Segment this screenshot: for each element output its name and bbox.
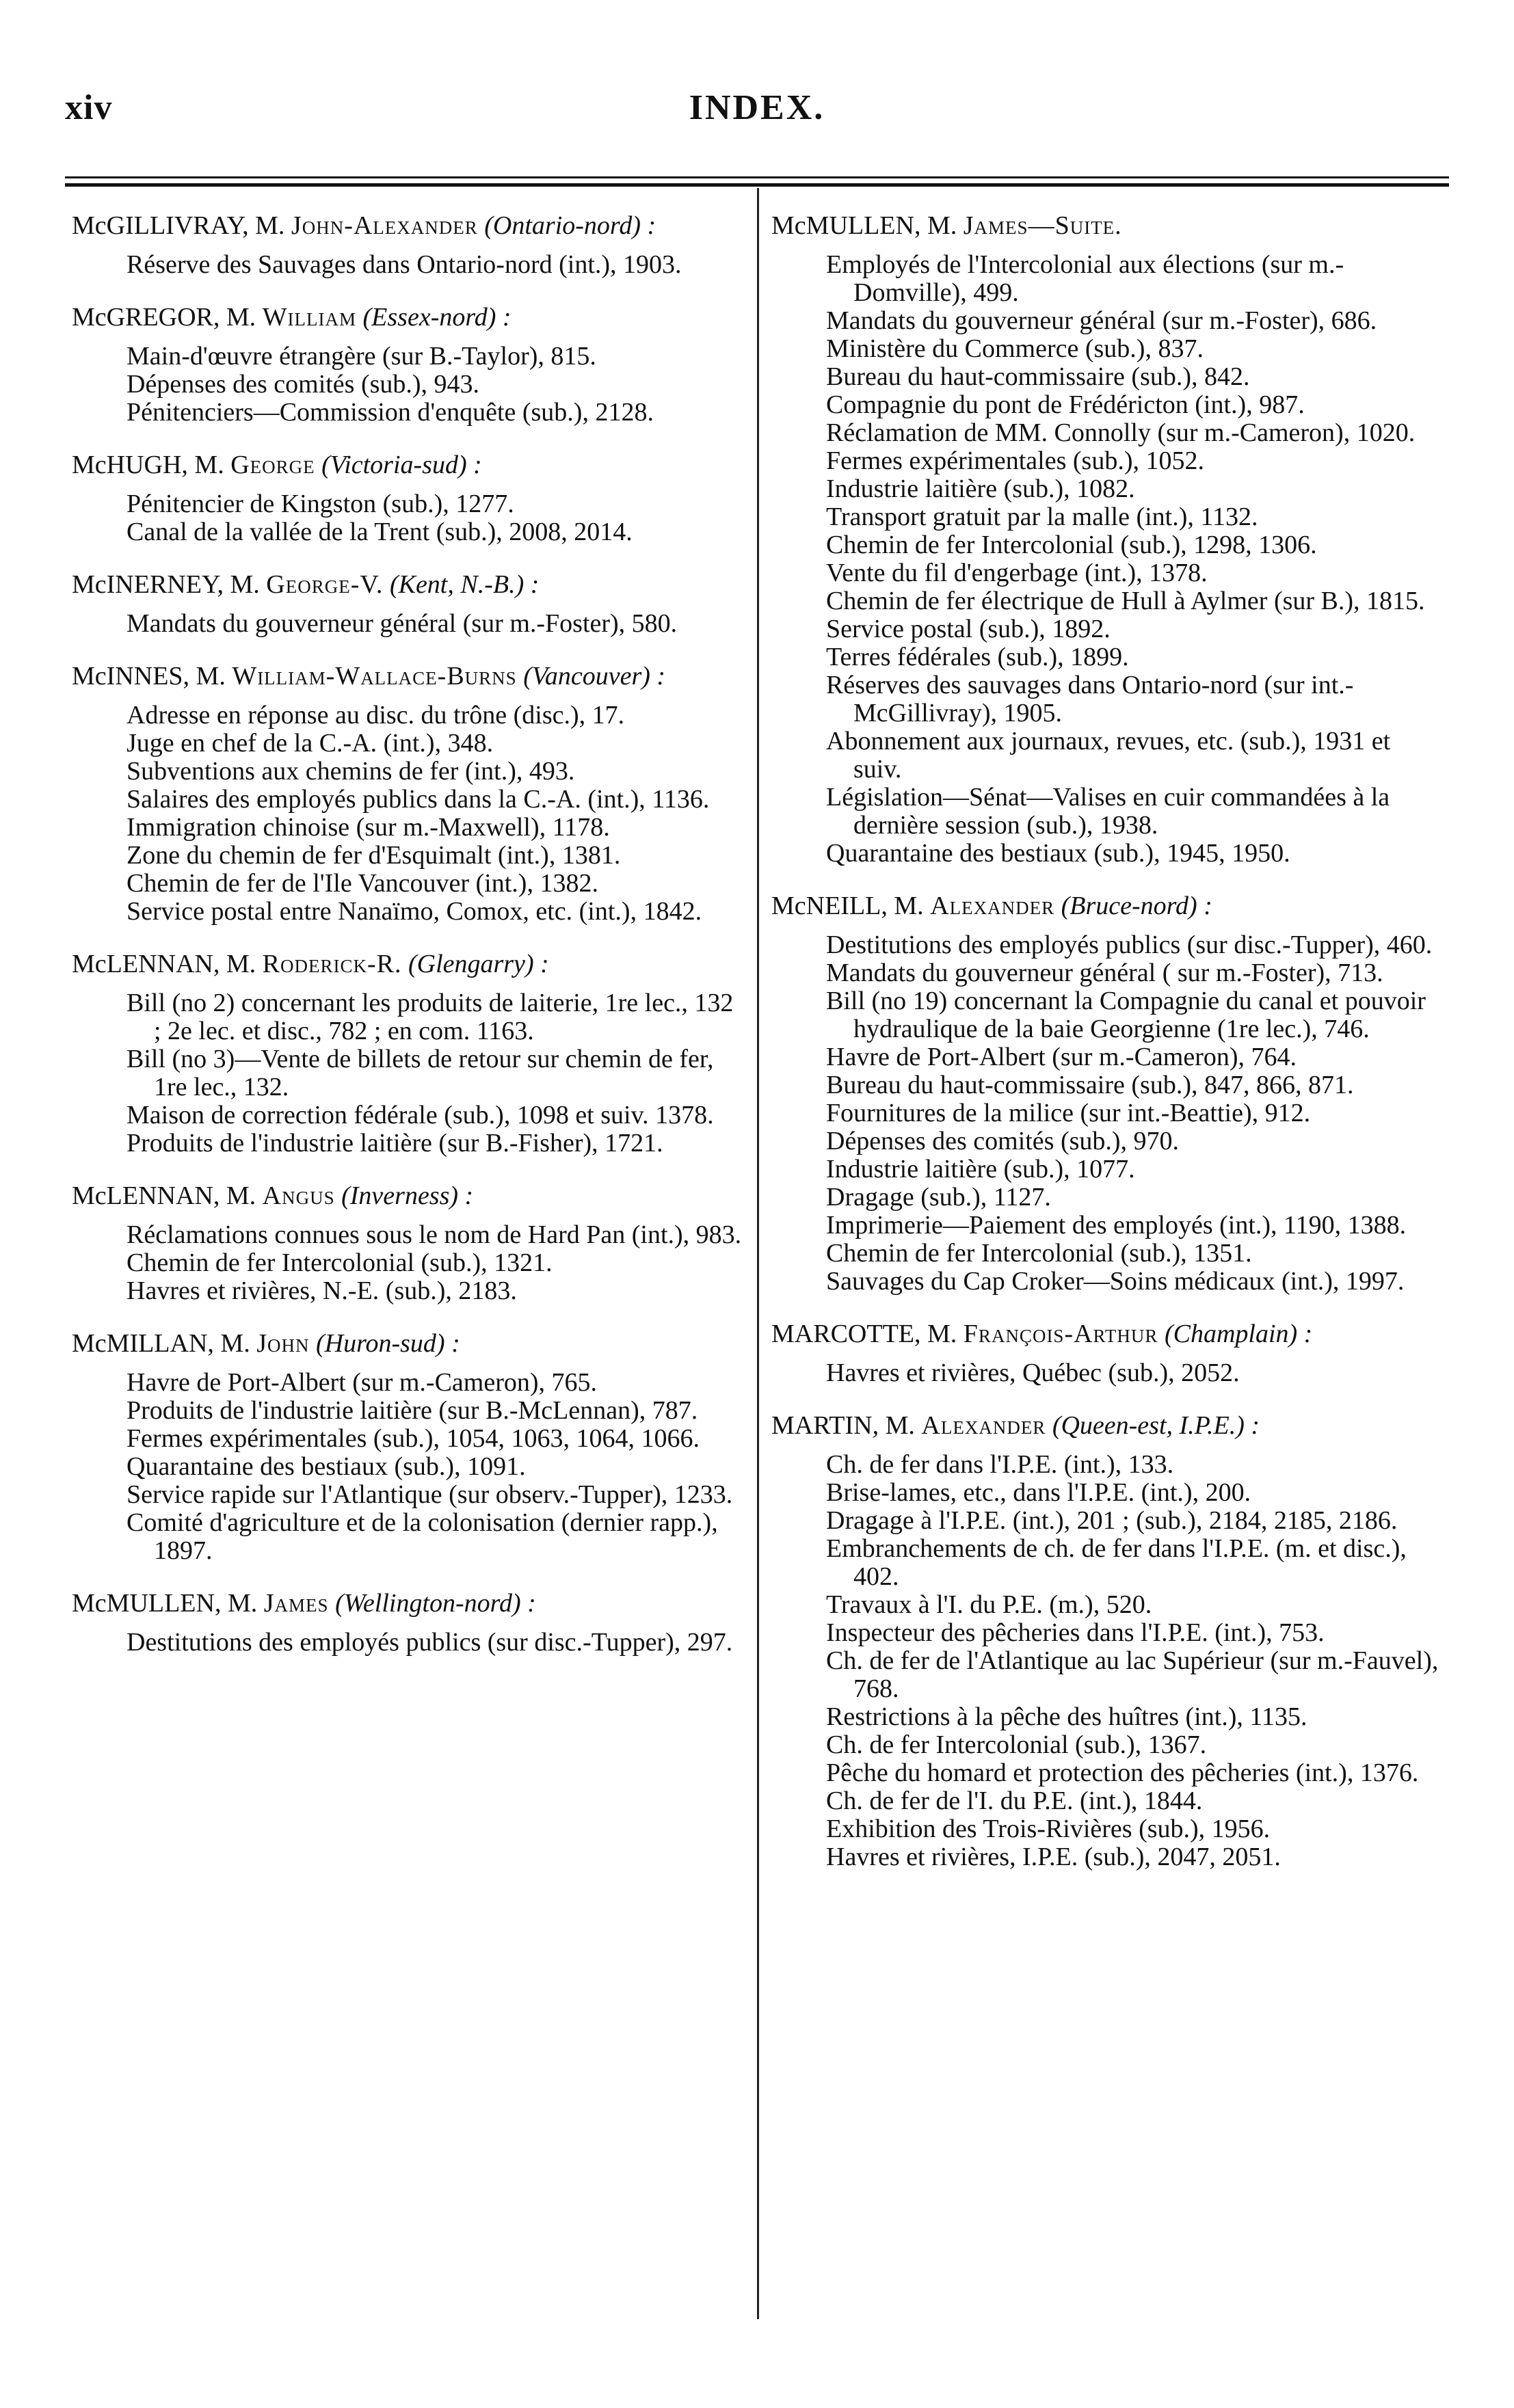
index-item: Juge en chef de la C.-A. (int.), 348. [127,729,494,758]
page-number: xiv [65,88,113,127]
index-item: Compagnie du pont de Frédéricton (int.), 987. [826,390,1305,419]
member-given-name: François-Arthur [963,1320,1158,1348]
index-item: Bill (no 3)—Vente de billets de retour sur chemin de fer, 1re lec., 132. [127,1045,714,1101]
member-surname: McHUGH, M. [72,451,231,479]
index-item: Service postal entre Nanaïmo, Comox, etc. (int.), 1842. [127,897,702,926]
member-riding: (Bruce-nord) : [1061,892,1212,920]
index-item: Pénitenciers—Commission d'enquête (sub.), 2128. [127,398,654,427]
index-item: Subventions aux chemins de fer (int.), 493. [127,757,575,786]
index-item: Quarantaine des bestiaux (sub.), 1091. [127,1452,526,1481]
index-item: Fermes expérimentales (sub.), 1052. [826,446,1204,475]
member-given-name: Angus [262,1181,335,1210]
index-item: Ch. de fer de l'I. du P.E. (int.), 1844. [826,1787,1203,1815]
index-item: Bill (no 19) concernant la Compagnie du canal et pouvoir hydraulique de la baie Georgienne (1re lec.), 746. [826,987,1426,1043]
index-item: Chemin de fer Intercolonial (sub.), 1321. [127,1248,553,1277]
index-item: Havres et rivières, I.P.E. (sub.), 2047, 2051. [826,1843,1281,1871]
entry-heading [771,1412,1442,1440]
page-header [65,88,1449,135]
index-item: Salaires des employés publics dans la C.-A. (int.), 1136. [127,785,710,814]
entry-heading [72,1182,742,1210]
header-rule-thin [65,176,1449,178]
page-title: INDEX. [689,88,825,127]
member-riding: (Victoria-sud) : [321,451,482,479]
index-item: Imprimerie—Paiement des employés (int.), 1190, 1388. [826,1211,1407,1240]
member-surname: McGREGOR, M. [72,303,263,332]
index-item: Dragage (sub.), 1127. [826,1183,1051,1212]
index-entry [72,212,742,279]
member-given-name: James—Suite. [963,211,1122,240]
member-given-name: Alexander [930,892,1055,920]
entry-heading [72,663,742,691]
index-item: Dépenses des comités (sub.), 970. [826,1127,1180,1155]
member-surname: McMULLEN, M. [771,211,964,240]
entry-heading [771,1320,1442,1348]
index-item: Restrictions à la pêche des huîtres (int.), 1135. [826,1702,1307,1731]
member-given-name: William-Wallace-Burns [232,662,517,691]
index-item: Service rapide sur l'Atlantique (sur observ.-Tupper), 1233. [127,1480,733,1509]
index-item: Fermes expérimentales (sub.), 1054, 1063, 1064, 1066. [127,1424,700,1453]
index-item: Mandats du gouverneur général (sur m.-Foster), 580. [127,609,678,638]
index-item: Brise-lames, etc., dans l'I.P.E. (int.), 200. [826,1478,1251,1507]
index-item: Chemin de fer Intercolonial (sub.), 1298, 1306. [826,531,1317,559]
member-given-name: John-Alexander [291,211,478,240]
index-item: Embranchements de ch. de fer dans l'I.P.E. (m. et disc.), 402. [826,1534,1407,1591]
member-surname: McMULLEN, M. [72,1589,264,1618]
index-item: Chemin de fer électrique de Hull à Aylmer (sur B.), 1815. [826,587,1425,615]
index-entry [72,1330,742,1565]
index-item: Fournitures de la milice (sur int.-Beattie), 912. [826,1099,1311,1127]
index-item: Produits de l'industrie laitière (sur B.-McLennan), 787. [127,1396,698,1425]
member-riding: (Glengarry) : [408,950,549,978]
member-given-name: William [262,303,357,332]
entry-heading [771,892,1442,920]
entry-heading [72,451,742,479]
index-item: Mandats du gouverneur général (sur m.-Foster), 686. [826,306,1377,335]
index-item: Havre de Port-Albert (sur m.-Cameron), 764. [826,1043,1297,1071]
entry-heading [72,304,742,332]
index-item: Immigration chinoise (sur m.-Maxwell), 1178. [127,813,610,842]
member-riding: (Huron-sud) : [316,1329,460,1358]
index-item: Industrie laitière (sub.), 1077. [826,1155,1135,1183]
member-riding: (Champlain) : [1164,1320,1313,1348]
index-item: Ministère du Commerce (sub.), 837. [826,334,1204,363]
index-item: Ch. de fer dans l'I.P.E. (int.), 133. [826,1450,1174,1479]
entry-heading [72,950,742,978]
index-item: Bureau du haut-commissaire (sub.), 847, 866, 871. [826,1071,1354,1099]
member-surname: McLENNAN, M. [72,950,263,978]
index-item: Destitutions des employés publics (sur disc.-Tupper), 460. [826,931,1433,959]
member-surname: McNEILL, M. [771,892,931,920]
index-item: Comité d'agriculture et de la colonisation (dernier rapp.), 1897. [127,1508,718,1565]
index-item: Havre de Port-Albert (sur m.-Cameron), 765. [127,1368,598,1397]
index-entry [771,892,1442,1296]
member-surname: McINERNEY, M. [72,570,267,599]
index-entry [72,950,742,1158]
index-entry [771,1320,1442,1387]
member-riding: (Vancouver) : [523,662,666,691]
member-riding: (Ontario-nord) : [484,211,656,240]
index-item: Mandats du gouverneur général ( sur m.-Foster), 713. [826,959,1383,987]
entry-heading [72,1590,742,1618]
index-entry [72,304,742,427]
index-item: Industrie laitière (sub.), 1082. [826,474,1135,503]
index-item: Bill (no 2) concernant les produits de laiterie, 1re lec., 132 ; 2e lec. et disc., 782 ; en com. 1163. [127,989,734,1045]
index-entry [72,571,742,638]
index-item: Réserve des Sauvages dans Ontario-nord (int.), 1903. [127,250,682,279]
index-item: Abonnement aux journaux, revues, etc. (sub.), 1931 et suiv. [826,727,1391,784]
member-given-name: George [230,451,315,479]
index-item: Législation—Sénat—Valises en cuir commandées à la dernière session (sub.), 1938. [826,783,1390,840]
index-entry [72,1590,742,1657]
member-given-name: James [263,1589,329,1618]
member-given-name: Roderick-R. [262,950,402,978]
index-item: Dragage à l'I.P.E. (int.), 201 ; (sub.), 2184, 2185, 2186. [826,1506,1398,1535]
index-item: Service postal (sub.), 1892. [826,615,1111,643]
column-divider [757,188,759,2319]
member-surname: McGILLIVRAY, M. [72,211,291,240]
index-item: Produits de l'industrie laitière (sur B.-Fisher), 1721. [127,1129,663,1158]
entry-heading [72,571,742,599]
member-riding: (Essex-nord) : [362,303,512,332]
index-item: Quarantaine des bestiaux (sub.), 1945, 1950. [826,839,1290,868]
index-entry [72,451,742,546]
index-item: Main-d'œuvre étrangère (sur B.-Taylor), 815. [127,342,596,371]
member-surname: McINNES, M. [72,662,233,691]
index-item: Réclamation de MM. Connolly (sur m.-Cameron), 1020. [826,418,1416,447]
index-item: Travaux à l'I. du P.E. (m.), 520. [826,1590,1152,1619]
index-item: Havres et rivières, N.-E. (sub.), 2183. [127,1276,517,1305]
index-item: Bureau du haut-commissaire (sub.), 842. [826,362,1250,391]
index-item: Adresse en réponse au disc. du trône (disc.), 17. [127,701,625,730]
member-given-name: George-V. [266,570,384,599]
member-riding: (Queen-est, I.P.E.) : [1052,1411,1260,1440]
index-item: Canal de la vallée de la Trent (sub.), 2008, 2014. [127,518,633,546]
index-item: Ch. de fer Intercolonial (sub.), 1367. [826,1730,1207,1759]
index-item: Zone du chemin de fer d'Esquimalt (int.), 1381. [127,841,621,870]
index-item: Terres fédérales (sub.), 1899. [826,643,1129,671]
index-entry [771,1412,1442,1871]
entry-heading [771,212,1442,240]
member-surname: MARTIN, M. [771,1411,922,1440]
index-item: Ch. de fer de l'Atlantique au lac Supérieur (sur m.-Fauvel), 768. [826,1646,1439,1703]
member-surname: MARCOTTE, M. [771,1320,964,1348]
index-column-right [771,212,1442,1896]
index-entry [771,212,1442,868]
index-item: Pêche du homard et protection des pêcheries (int.), 1376. [826,1758,1419,1787]
entry-heading [72,212,742,240]
member-given-name: John [256,1329,310,1358]
index-item: Destitutions des employés publics (sur disc.-Tupper), 297. [127,1628,733,1657]
index-item: Sauvages du Cap Croker—Soins médicaux (int.), 1997. [826,1267,1405,1296]
member-riding: (Kent, N.-B.) : [389,570,540,599]
member-given-name: Alexander [921,1411,1046,1440]
index-item: Vente du fil d'engerbage (int.), 1378. [826,559,1208,587]
index-item: Transport gratuit par la malle (int.), 1132. [826,503,1258,531]
index-item: Chemin de fer Intercolonial (sub.), 1351. [826,1239,1252,1268]
index-item: Exhibition des Trois-Rivières (sub.), 1956. [826,1815,1271,1843]
index-item: Chemin de fer de l'Ile Vancouver (int.), 1382. [127,869,598,898]
index-item: Employés de l'Intercolonial aux élections (sur m.-Domville), 499. [826,250,1344,307]
index-item: Inspecteur des pêcheries dans l'I.P.E. (int.), 753. [826,1618,1325,1647]
index-item: Réclamations connues sous le nom de Hard Pan (int.), 983. [127,1220,742,1249]
index-item: Maison de correction fédérale (sub.), 1098 et suiv. 1378. [127,1101,714,1129]
index-column-left [72,212,742,1681]
index-entry [72,1182,742,1305]
index-item: Dépenses des comités (sub.), 943. [127,370,480,399]
member-surname: McLENNAN, M. [72,1181,263,1210]
index-item: Havres et rivières, Québec (sub.), 2052. [826,1359,1240,1387]
member-riding: (Wellington-nord) : [335,1589,536,1618]
index-item: Réserves des sauvages dans Ontario-nord (sur int.-McGillivray), 1905. [826,671,1354,727]
member-riding: (Inverness) : [341,1181,474,1210]
index-entry [72,663,742,926]
header-rule-thick [65,183,1449,187]
index-item: Pénitencier de Kingston (sub.), 1277. [127,490,514,518]
member-surname: McMILLAN, M. [72,1329,257,1358]
entry-heading [72,1330,742,1358]
